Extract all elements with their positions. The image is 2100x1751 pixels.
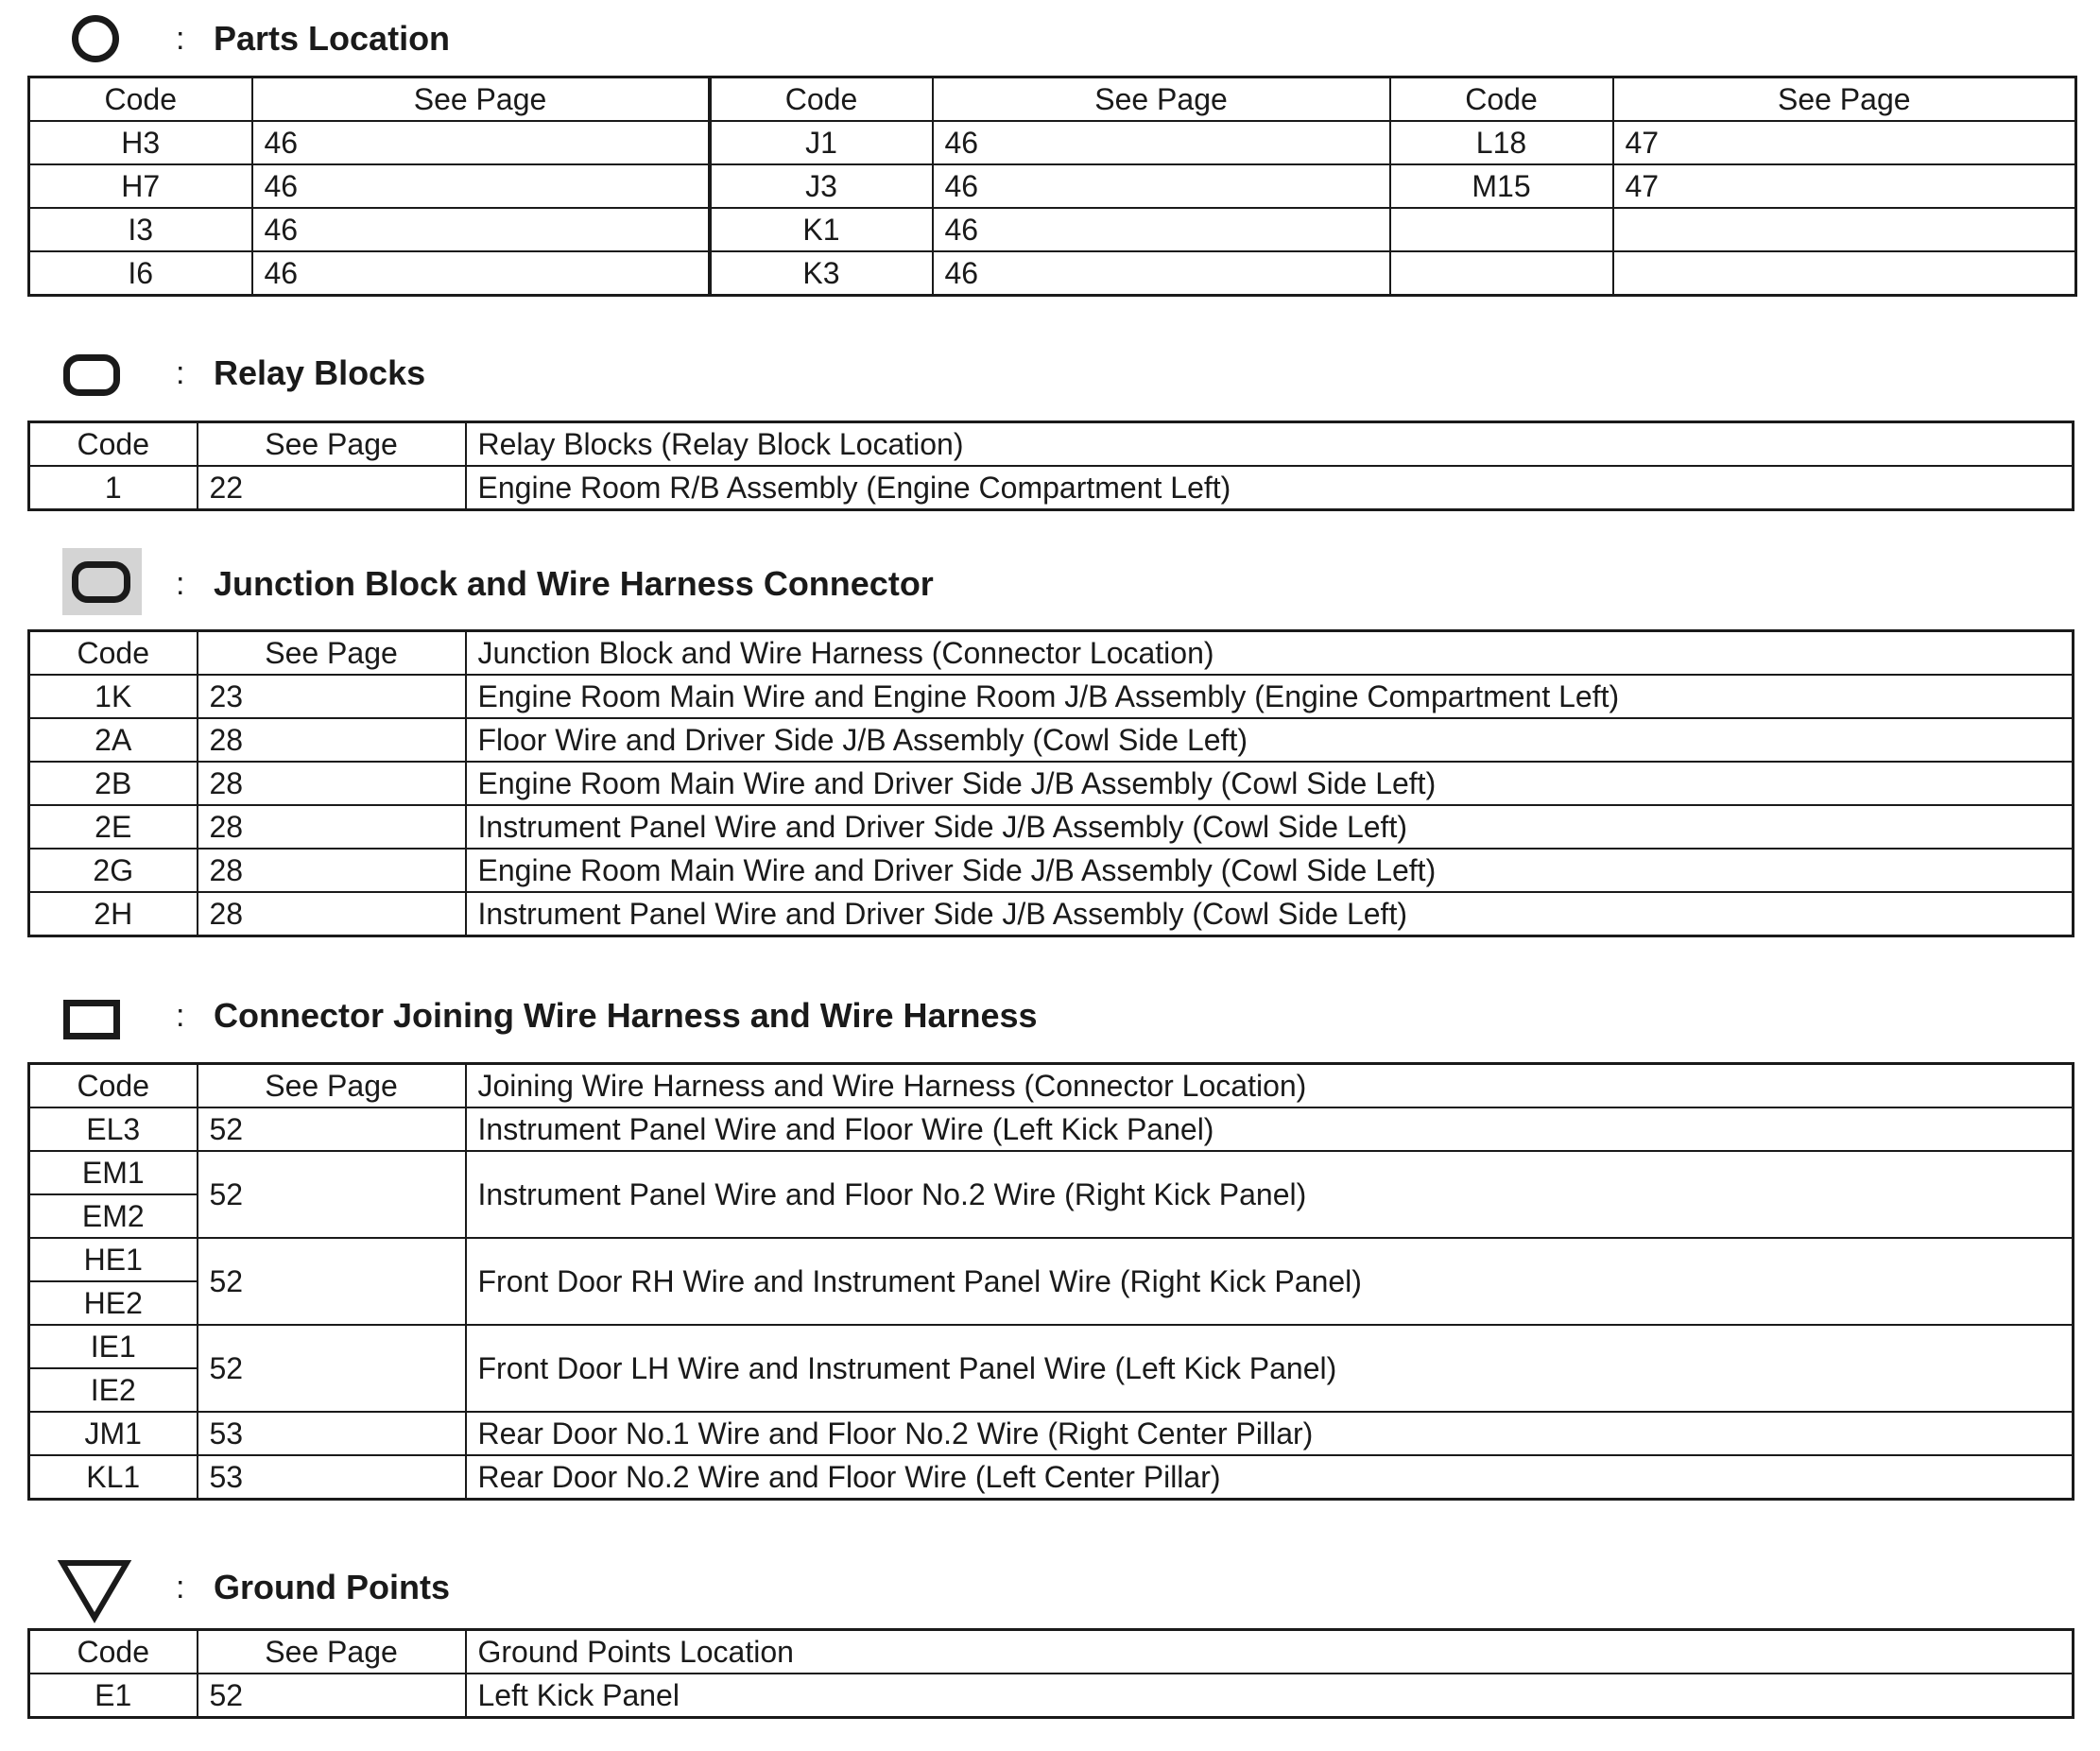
- header-see-page: See Page: [252, 77, 710, 122]
- code-cell: HE2: [29, 1281, 198, 1325]
- header-see-page: See Page: [198, 422, 466, 467]
- code-cell: HE1: [29, 1238, 198, 1281]
- code-cell: [1390, 208, 1613, 251]
- code-cell: K3: [710, 251, 933, 296]
- table-row: [29, 1107, 2074, 1151]
- shaded-rounded-rect-icon: [72, 561, 130, 603]
- page-cell: 46: [933, 121, 1390, 164]
- header-code: Code: [29, 422, 198, 467]
- description-cell: Engine Room Main Wire and Driver Side J/B Assembly (Cowl Side Left): [466, 849, 2074, 892]
- header-see-page: See Page: [198, 1630, 466, 1674]
- description-cell: Floor Wire and Driver Side J/B Assembly (Cowl Side Left): [466, 718, 2074, 762]
- table-row: [29, 164, 2076, 208]
- header-code: Code: [29, 77, 252, 122]
- page-cell: 46: [933, 251, 1390, 296]
- description-cell: Instrument Panel Wire and Floor No.2 Wire (Right Kick Panel): [466, 1151, 2074, 1238]
- table-row: [29, 1238, 2074, 1281]
- table-header-row: [29, 1064, 2074, 1108]
- code-cell: H7: [29, 164, 252, 208]
- description-cell: Engine Room R/B Assembly (Engine Compartment Left): [466, 466, 2074, 510]
- header-description: Ground Points Location: [466, 1630, 2074, 1674]
- rectangle-icon: [63, 1000, 120, 1039]
- parts-location-table: [27, 76, 2077, 297]
- table-row: [29, 121, 2076, 164]
- description-cell: Instrument Panel Wire and Driver Side J/B Assembly (Cowl Side Left): [466, 892, 2074, 936]
- page-cell: 46: [252, 208, 710, 251]
- page-cell: 28: [198, 849, 466, 892]
- code-cell: L18: [1390, 121, 1613, 164]
- description-cell: Rear Door No.1 Wire and Floor No.2 Wire (Right Center Pillar): [466, 1412, 2074, 1455]
- page-cell: 28: [198, 762, 466, 805]
- relay-blocks-table: [27, 421, 2074, 511]
- header-code: Code: [29, 1630, 198, 1674]
- description-cell: Instrument Panel Wire and Driver Side J/B Assembly (Cowl Side Left): [466, 805, 2074, 849]
- heading-colon: :: [176, 566, 185, 602]
- page-cell: 53: [198, 1412, 466, 1455]
- code-cell: JM1: [29, 1412, 198, 1455]
- code-cell: KL1: [29, 1455, 198, 1500]
- header-code: Code: [29, 1064, 198, 1108]
- code-cell: 2E: [29, 805, 198, 849]
- code-cell: 2G: [29, 849, 198, 892]
- description-cell: Engine Room Main Wire and Engine Room J/B Assembly (Engine Compartment Left): [466, 675, 2074, 718]
- section-title: Junction Block and Wire Harness Connector: [214, 564, 934, 603]
- ground-points-table: [27, 1628, 2074, 1719]
- heading-colon: :: [176, 1570, 185, 1605]
- code-cell: E1: [29, 1674, 198, 1718]
- code-cell: M15: [1390, 164, 1613, 208]
- table-row: [29, 251, 2076, 296]
- section-title: Ground Points: [214, 1568, 450, 1606]
- table-row: [29, 208, 2076, 251]
- table-row: [29, 1412, 2074, 1455]
- header-see-page: See Page: [198, 1064, 466, 1108]
- header-code: Code: [29, 631, 198, 676]
- circle-icon: [72, 15, 119, 62]
- table-header-row: [29, 77, 2076, 122]
- page-cell: 53: [198, 1455, 466, 1500]
- page-cell: 46: [933, 164, 1390, 208]
- code-cell: I3: [29, 208, 252, 251]
- code-cell: EM2: [29, 1194, 198, 1238]
- page-cell: [1613, 208, 2076, 251]
- page-cell: 22: [198, 466, 466, 510]
- table-row: [29, 892, 2074, 936]
- table-row: [29, 1325, 2074, 1368]
- code-cell: 1: [29, 466, 198, 510]
- code-cell: IE1: [29, 1325, 198, 1368]
- header-see-page: See Page: [198, 631, 466, 676]
- table-row: [29, 762, 2074, 805]
- header-code: Code: [1390, 77, 1613, 122]
- page-cell: 46: [252, 251, 710, 296]
- code-cell: J3: [710, 164, 933, 208]
- header-description: Junction Block and Wire Harness (Connector Location): [466, 631, 2074, 676]
- description-cell: Instrument Panel Wire and Floor Wire (Left Kick Panel): [466, 1107, 2074, 1151]
- code-cell: EM1: [29, 1151, 198, 1194]
- heading-colon: :: [176, 998, 185, 1034]
- triangle-icon: [59, 1559, 130, 1622]
- header-see-page: See Page: [1613, 77, 2076, 122]
- header-code: Code: [710, 77, 933, 122]
- table-row: [29, 805, 2074, 849]
- page-cell: 46: [252, 164, 710, 208]
- table-row: [29, 1674, 2074, 1718]
- page-cell: 47: [1613, 164, 2076, 208]
- header-description: Relay Blocks (Relay Block Location): [466, 422, 2074, 467]
- table-header-row: [29, 1630, 2074, 1674]
- page-cell: 46: [252, 121, 710, 164]
- code-cell: H3: [29, 121, 252, 164]
- code-cell: [1390, 251, 1613, 296]
- junction-block-table: [27, 629, 2074, 937]
- connector-joining-table: [27, 1062, 2074, 1501]
- page-cell: 52: [198, 1238, 466, 1325]
- header-description: Joining Wire Harness and Wire Harness (Connector Location): [466, 1064, 2074, 1108]
- description-cell: Front Door LH Wire and Instrument Panel Wire (Left Kick Panel): [466, 1325, 2074, 1412]
- code-cell: 2A: [29, 718, 198, 762]
- page-cell: 47: [1613, 121, 2076, 164]
- page-cell: 52: [198, 1107, 466, 1151]
- page-cell: 28: [198, 892, 466, 936]
- rounded-rect-icon: [63, 354, 120, 396]
- code-cell: J1: [710, 121, 933, 164]
- table-header-row: [29, 422, 2074, 467]
- page-cell: 52: [198, 1151, 466, 1238]
- table-row: [29, 849, 2074, 892]
- page-cell: 52: [198, 1325, 466, 1412]
- table-row: [29, 675, 2074, 718]
- code-cell: IE2: [29, 1368, 198, 1412]
- table-row: [29, 1151, 2074, 1194]
- page-cell: 28: [198, 805, 466, 849]
- section-title: Connector Joining Wire Harness and Wire Harness: [214, 996, 1038, 1035]
- page-cell: [1613, 251, 2076, 296]
- table-row: [29, 1455, 2074, 1500]
- code-cell: 1K: [29, 675, 198, 718]
- code-cell: I6: [29, 251, 252, 296]
- table-row: [29, 718, 2074, 762]
- heading-colon: :: [176, 21, 185, 57]
- code-cell: K1: [710, 208, 933, 251]
- section-title: Relay Blocks: [214, 353, 426, 392]
- code-cell: 2B: [29, 762, 198, 805]
- header-see-page: See Page: [933, 77, 1390, 122]
- page-cell: 28: [198, 718, 466, 762]
- description-cell: Engine Room Main Wire and Driver Side J/B Assembly (Cowl Side Left): [466, 762, 2074, 805]
- description-cell: Rear Door No.2 Wire and Floor Wire (Left Center Pillar): [466, 1455, 2074, 1500]
- description-cell: Front Door RH Wire and Instrument Panel Wire (Right Kick Panel): [466, 1238, 2074, 1325]
- heading-colon: :: [176, 355, 185, 391]
- description-cell: Left Kick Panel: [466, 1674, 2074, 1718]
- page-cell: 23: [198, 675, 466, 718]
- section-title: Parts Location: [214, 19, 451, 58]
- code-cell: 2H: [29, 892, 198, 936]
- table-header-row: [29, 631, 2074, 676]
- page-cell: 46: [933, 208, 1390, 251]
- code-cell: EL3: [29, 1107, 198, 1151]
- page-cell: 52: [198, 1674, 466, 1718]
- table-row: [29, 466, 2074, 510]
